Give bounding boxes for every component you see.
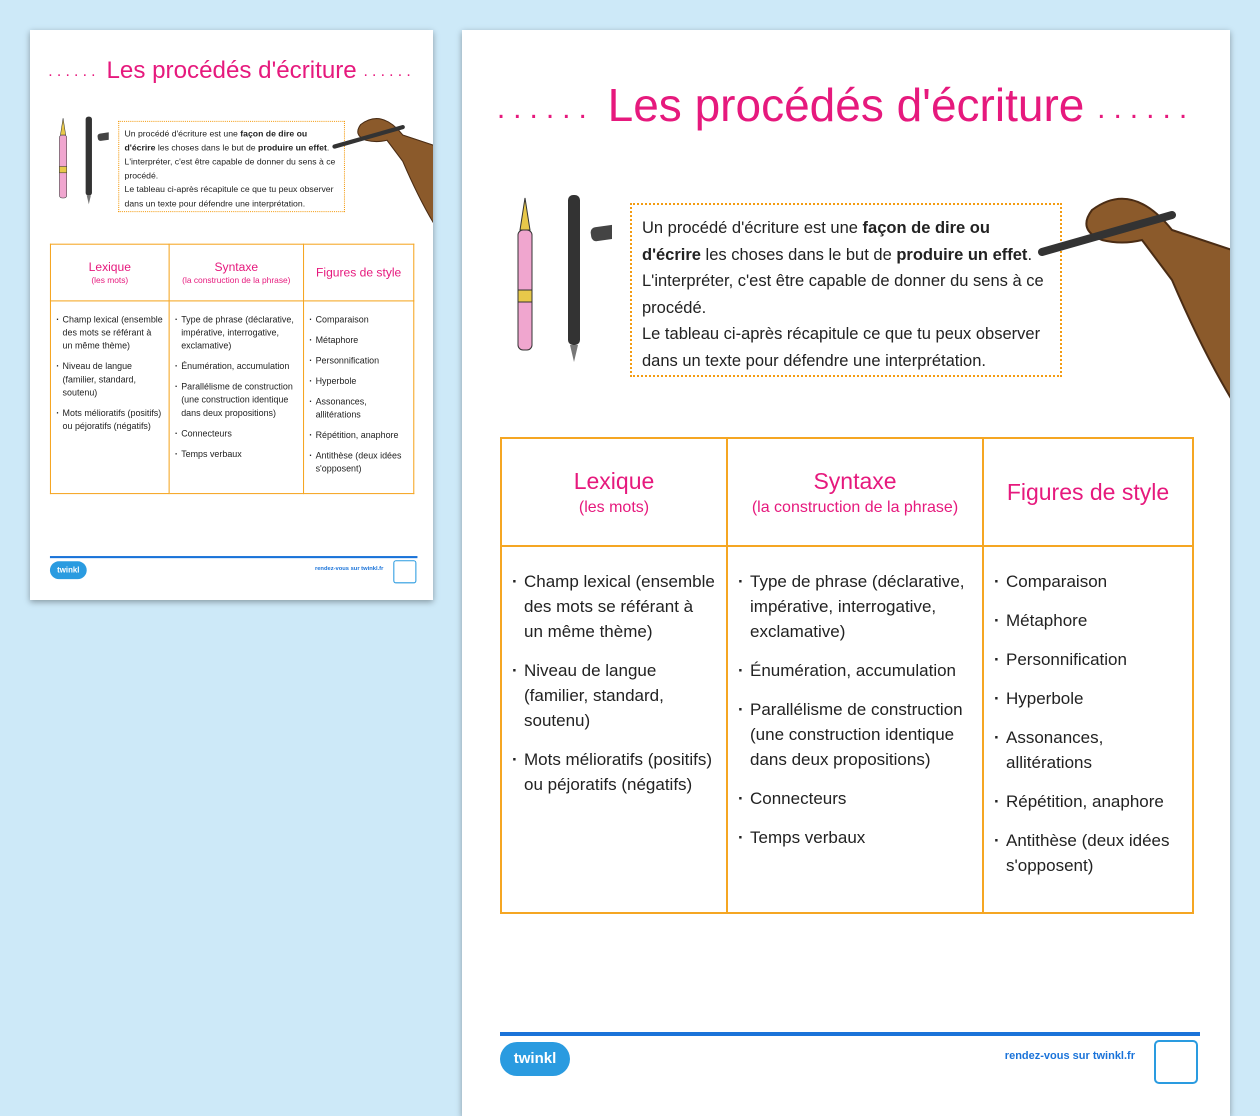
list-item: · Personnification (1006, 647, 1182, 672)
intro-box (118, 121, 345, 212)
hand-writing-illustration (324, 104, 433, 225)
list-item: · Temps verbaux (750, 825, 972, 850)
thumbnail-page (30, 30, 433, 600)
hand-writing-illustration (1022, 170, 1230, 400)
intro-bold: produire un effet (896, 245, 1028, 264)
intro-bold: produire un effet (258, 143, 327, 153)
list-item: · Connecteurs (750, 786, 972, 811)
list-item: · Comparaison (316, 313, 408, 326)
list-item: · Mots mélioratifs (positifs) ou péjoratifs (négatifs) (524, 747, 716, 797)
intro-box (630, 203, 1062, 377)
header-title: Figures de style (1006, 478, 1170, 505)
list-item: · Type de phrase (déclarative, impérative, interrogative, exclamative) (750, 569, 972, 644)
header-lexique (50, 244, 169, 301)
column-figures (983, 546, 1193, 913)
quality-badge-icon (393, 560, 416, 583)
list-item: · Niveau de langue (familier, standard, soutenu) (524, 658, 716, 733)
list-item: · Assonances, allitérations (316, 395, 408, 421)
intro-text: les choses dans le but de (155, 143, 259, 153)
title-text: Les procédés d'écriture (106, 55, 357, 84)
list-item: · Énumération, accumulation (750, 658, 972, 683)
title-dots: ...... (48, 62, 100, 80)
title-dots: ...... (496, 91, 595, 125)
list-item: · Hyperbole (1006, 686, 1182, 711)
list-item: · Parallélisme de construction (une construction identique dans deux propositions) (181, 380, 298, 419)
list-item: · Parallélisme de construction (une construction identique dans deux propositions) (750, 697, 972, 772)
header-syntaxe (727, 438, 983, 546)
twinkl-logo: twinkl (50, 561, 87, 579)
list-item: · Métaphore (316, 333, 408, 346)
list-item: · Énumération, accumulation (181, 360, 298, 373)
list-item: · Connecteurs (181, 427, 298, 440)
list-item: · Type de phrase (déclarative, impérative, interrogative, exclamative) (181, 313, 298, 352)
procedures-table (500, 437, 1194, 914)
pens-illustration (512, 190, 612, 370)
list-item: · Personnification (316, 354, 408, 367)
page-title (30, 55, 433, 83)
column-syntaxe (169, 301, 303, 494)
list-item: · Comparaison (1006, 569, 1182, 594)
list-item: · Assonances, allitérations (1006, 725, 1182, 775)
header-figures (304, 244, 414, 301)
intro-text: . L'interpréter, c'est être capable de donner du sens à ce procédé. (642, 245, 1044, 317)
list-item: · Champ lexical (ensemble des mots se référant à un même thème) (63, 313, 164, 352)
intro-bold: façon de dire ou d'écrire (642, 219, 990, 264)
list-item: · Antithèse (deux idées s'opposent) (316, 449, 408, 475)
header-title: Lexique (573, 467, 655, 494)
list-item: · Antithèse (deux idées s'opposent) (1006, 828, 1182, 878)
header-title: Lexique (88, 259, 131, 274)
list-item: · Mots mélioratifs (positifs) ou péjoratifs (négatifs) (63, 406, 164, 432)
list-item: · Hyperbole (316, 374, 408, 387)
header-sub: (les mots) (578, 498, 650, 516)
header-sub: (les mots) (91, 275, 129, 285)
header-title: Figures de style (316, 265, 402, 280)
footer-website: rendez-vous sur twinkl.fr (314, 565, 384, 572)
header-sub: (la construction de la phrase) (182, 275, 291, 285)
title-dots: ...... (363, 62, 415, 80)
page-title (462, 78, 1230, 132)
intro-text: . L'interpréter, c'est être capable de donner du sens à ce procédé. (124, 143, 336, 181)
column-figures (304, 301, 414, 494)
document-page (462, 30, 1230, 1116)
pens-illustration (56, 114, 109, 208)
column-lexique (501, 546, 727, 913)
header-title: Syntaxe (214, 259, 259, 274)
column-lexique (50, 301, 169, 494)
title-text: Les procédés d'écriture (607, 79, 1085, 131)
list-item: · Champ lexical (ensemble des mots se référant à un même thème) (524, 569, 716, 644)
twinkl-logo: twinkl (500, 1042, 570, 1076)
header-title: Syntaxe (813, 467, 897, 494)
header-figures (983, 438, 1193, 546)
intro-text: Le tableau ci-après récapitule ce que tu peux observer dans un texte pour défendre une interprétation. (642, 325, 1041, 370)
intro-text: Un procédé d'écriture est une (124, 129, 241, 139)
footer-website: rendez-vous sur twinkl.fr (1004, 1050, 1135, 1062)
header-lexique (501, 438, 727, 546)
list-item: · Répétition, anaphore (316, 428, 408, 441)
footer-divider (500, 1032, 1200, 1036)
procedures-table (50, 244, 414, 494)
list-item: · Répétition, anaphore (1006, 789, 1182, 814)
header-syntaxe (169, 244, 303, 301)
intro-text: Un procédé d'écriture est une (642, 219, 863, 237)
column-syntaxe (727, 546, 983, 913)
header-sub: (la construction de la phrase) (751, 498, 959, 516)
intro-text: les choses dans le but de (700, 245, 897, 264)
thumbnail-document-page (30, 30, 433, 600)
title-dots: ...... (1097, 91, 1196, 125)
quality-badge-icon (1154, 1040, 1198, 1084)
intro-text: Le tableau ci-après récapitule ce que tu peux observer dans un texte pour défendre une interprétation. (124, 184, 334, 209)
intro-bold: façon de dire ou d'écrire (124, 129, 308, 153)
list-item: · Niveau de langue (familier, standard, soutenu) (63, 360, 164, 399)
footer-divider (50, 556, 418, 558)
list-item: · Temps verbaux (181, 447, 298, 460)
list-item: · Métaphore (1006, 608, 1182, 633)
